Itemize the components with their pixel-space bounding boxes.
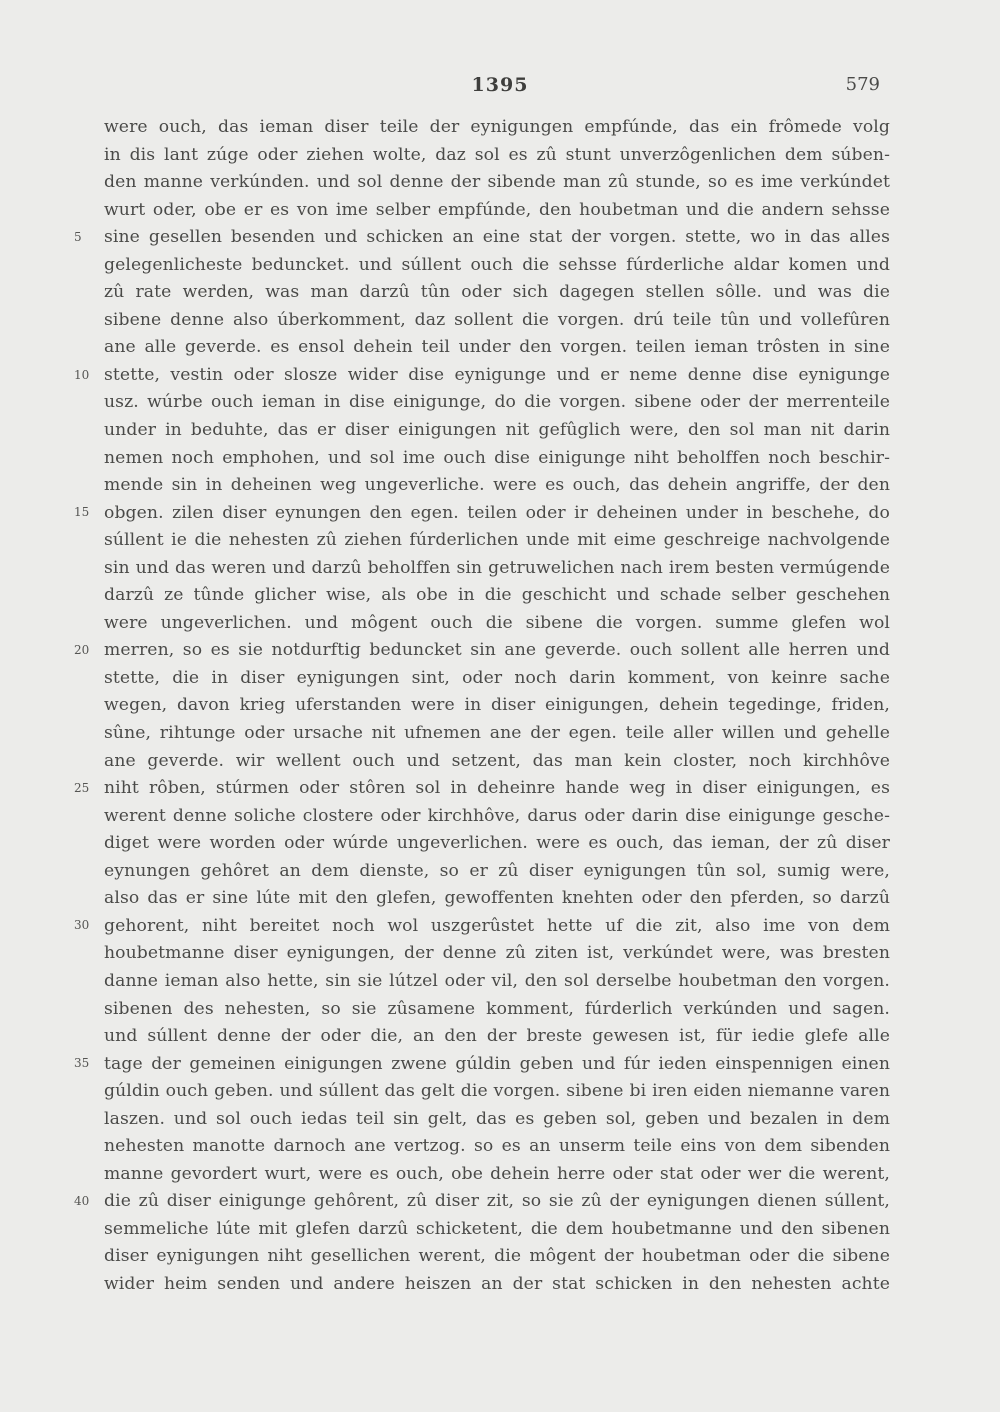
text-line: niht rôben, stúrmen oder stôren sol in deheinre hande weg in diser einigungen, es: [104, 778, 890, 799]
line-number: 15: [74, 505, 90, 519]
text-line: werent denne soliche clostere oder kirchhôve, darus oder darin dise einigunge gesche-: [104, 805, 890, 826]
text-line: gehorent, niht bereitet noch wol uszgerûstet hette uf die zit, also ime von dem: [104, 915, 890, 936]
text-line: wegen, davon krieg uferstanden were in diser einigungen, dehein tegedinge, friden,: [104, 695, 890, 716]
line-number: 25: [74, 781, 90, 795]
text-line: die zû diser einigunge gehôrent, zû diser zit, so sie zû der eynigungen dienen súllent,: [104, 1191, 890, 1212]
text-line: in dis lant zúge oder ziehen wolte, daz sol es zû stunt unverzôgenlichen dem súben-: [104, 144, 890, 165]
text-line: ane alle geverde. es ensol dehein teil under den vorgen. teilen ieman trôsten in sine: [104, 337, 890, 358]
text-line: diser eynigungen niht gesellichen werent, die môgent der houbetman oder die sibene: [104, 1246, 890, 1267]
text-line: obgen. zilen diser eynungen den egen. teilen oder ir deheinen under in beschehe, do: [104, 502, 890, 523]
text-line: sibene denne also úberkomment, daz sollent die vorgen. drú teile tûn und vollefûren: [104, 309, 890, 330]
line-number: 30: [74, 918, 90, 932]
text-line: zû rate werden, was man darzû tûn oder sich dagegen stellen sôlle. und was die: [104, 282, 890, 303]
text-line: eynungen gehôret an dem dienste, so er zû diser eynigungen tûn sol, sumig were,: [104, 860, 890, 881]
text-line: ane geverde. wir wellent ouch und setzent, das man kein closter, noch kirchhôve: [104, 750, 890, 771]
text-line: den manne verkúnden. und sol denne der sibende man zû stunde, so es ime verkúndet: [104, 172, 890, 193]
text-line: merren, so es sie notdurftig beduncket sin ane geverde. ouch sollent alle herren und: [104, 640, 890, 661]
text-line: wurt oder, obe er es von ime selber empfúnde, den houbetman und die andern sehsse: [104, 199, 890, 220]
text-line: diget were worden oder wúrde ungeverlichen. were es ouch, das ieman, der zû diser: [104, 833, 890, 854]
text-line: mende sin in deheinen weg ungeverliche. were es ouch, das dehein angriffe, der den: [104, 475, 890, 496]
text-line: danne ieman also hette, sin sie lútzel oder vil, den sol derselbe houbetman den vorgen.: [104, 970, 890, 991]
text-line: und súllent denne der oder die, an den der breste gewesen ist, für iedie glefe alle: [104, 1026, 890, 1047]
body-text: [104, 114, 890, 1299]
text-line: stette, die in diser eynigungen sint, oder noch darin komment, von keinre sache: [104, 667, 890, 688]
page-number: 579: [845, 74, 880, 95]
text-line: were ungeverlichen. und môgent ouch die sibene die vorgen. summe glefen wol: [104, 612, 890, 633]
line-number: 40: [74, 1194, 90, 1208]
text-line: also das er sine lúte mit den glefen, gewoffenten knehten oder den pferden, so darzû: [104, 888, 890, 909]
text-line: laszen. und sol ouch iedas teil sin gelt, das es geben sol, geben und bezalen in dem: [104, 1108, 890, 1129]
text-line: gelegenlicheste beduncket. und súllent ouch die sehsse fúrderliche aldar komen und: [104, 254, 890, 275]
text-line: sûne, rihtunge oder ursache nit ufnemen ane der egen. teile aller willen und gehelle: [104, 723, 890, 744]
text-line: under in beduhte, das er diser einigungen nit gefûglich were, den sol man nit darin: [104, 420, 890, 441]
text-line: sibenen des nehesten, so sie zûsamene komment, fúrderlich verkúnden und sagen.: [104, 998, 890, 1019]
text-line: semmeliche lúte mit glefen darzû schicketent, die dem houbetmanne und den sibenen: [104, 1218, 890, 1239]
line-number: 5: [74, 230, 82, 244]
text-line: gúldin ouch geben. und súllent das gelt die vorgen. sibene bi iren eiden niemanne varen: [104, 1081, 890, 1102]
line-number: 10: [74, 368, 90, 382]
text-line: stette, vestin oder slosze wider dise eynigunge und er neme denne dise eynigunge: [104, 364, 890, 385]
line-number: 35: [74, 1056, 90, 1070]
text-line: were ouch, das ieman diser teile der eynigungen empfúnde, das ein frômede volg: [104, 117, 890, 137]
text-line: wider heim senden und andere heiszen an der stat schicken in den nehesten achte: [104, 1273, 890, 1294]
text-line: nemen noch emphohen, und sol ime ouch dise einigunge niht beholffen noch beschir-: [104, 447, 890, 468]
text-line: sin und das weren und darzû beholffen sin getruwelichen nach irem besten vermúgende: [104, 557, 890, 578]
text-line: tage der gemeinen einigungen zwene gúldin geben und fúr ieden einspennigen einen: [104, 1053, 890, 1074]
line-number: 20: [74, 643, 90, 657]
text-line: sine gesellen besenden und schicken an eine stat der vorgen. stette, wo in das alles: [104, 227, 890, 248]
text-line: manne gevordert wurt, were es ouch, obe dehein herre oder stat oder wer die werent,: [104, 1163, 890, 1184]
text-line: darzû ze tûnde glicher wise, als obe in die geschicht und schade selber geschehen: [104, 585, 890, 606]
text-line: houbetmanne diser eynigungen, der denne zû ziten ist, verkúndet were, was bresten: [104, 943, 890, 964]
page-header-year: 1395: [471, 74, 529, 96]
text-line: nehesten manotte darnoch ane vertzog. so es an unserm teile eins von dem sibenden: [104, 1136, 890, 1157]
text-line: súllent ie die nehesten zû ziehen fúrderlichen unde mit eime geschreige nachvolgende: [104, 530, 890, 551]
text-line: usz. wúrbe ouch ieman in dise einigunge, do die vorgen. sibene oder der merrenteile: [104, 392, 890, 413]
